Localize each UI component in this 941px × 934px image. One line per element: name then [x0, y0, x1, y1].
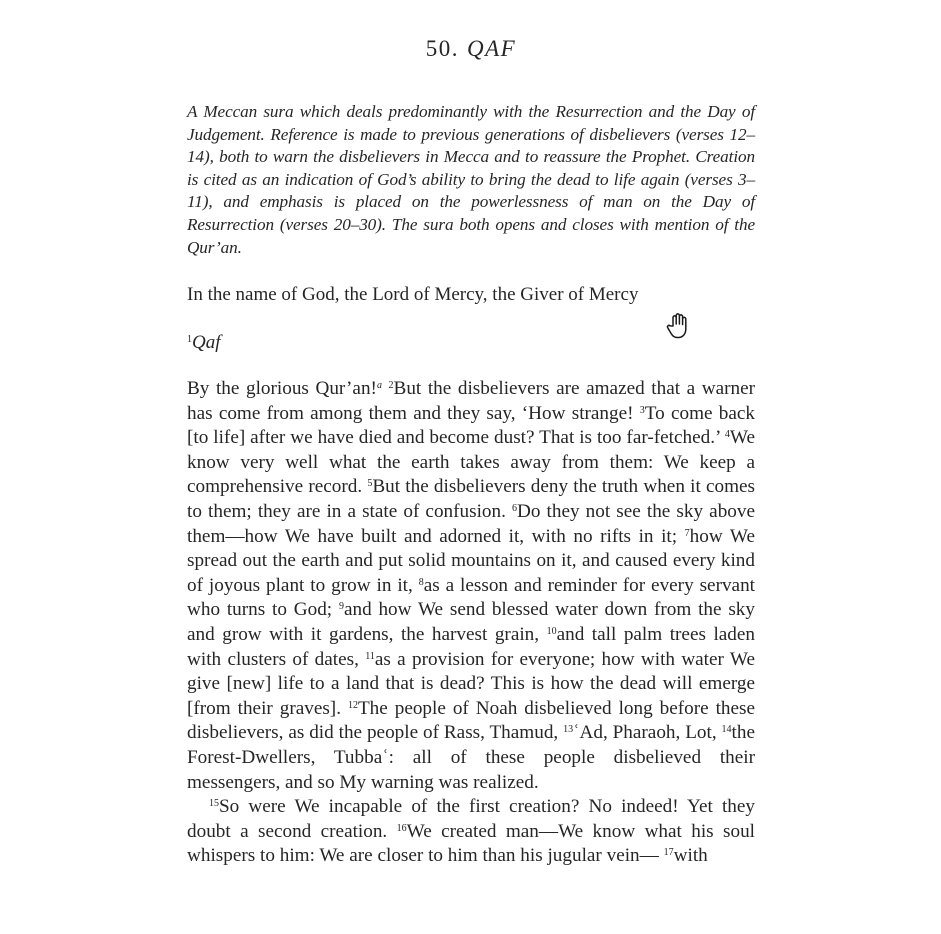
paragraph-2	[187, 795, 755, 869]
verse-text: We created man—We know what his soul whispers to him: We are closer to him than his jugular vein—	[187, 820, 756, 867]
paragraph-1	[187, 377, 755, 795]
verse-text: The people of Noah disbelieved long before these disbelievers, as did the people of Rass, Thamud,	[187, 697, 755, 744]
verse-1	[187, 330, 221, 356]
verse-text: To come back [to life] after we have died and become dust? That is too far-fetched.’	[187, 402, 756, 449]
verse-number: 2	[388, 380, 394, 391]
verse-text: We know very well what the earth takes away from them: We keep a comprehensive record.	[187, 427, 755, 498]
verse-text: as a provision for everyone; how with water We give [new] life to a land that is dead? This is how the dead will emerge [from their graves].	[187, 648, 755, 719]
verse-number: 8	[418, 576, 424, 588]
verses-body	[187, 377, 755, 869]
verse-text: as a lesson and reminder for every servant who turns to God;	[187, 574, 755, 621]
verse-number: 9	[338, 601, 344, 613]
verse-number: 16	[396, 822, 407, 834]
verse-text: how We spread out the earth and put solid mountains on it, and caused every kind of joyous plant to grow in it,	[187, 525, 755, 596]
footnote-marker[interactable]: a	[376, 380, 382, 391]
verse-number: 4	[724, 429, 730, 441]
chapter-introduction: A Meccan sura which deals predominantly with the Resurrection and the Day of Judgement. Reference is made to previous generations of disbelievers (verses 12–14), both to warn the disbelievers in Mecca and to reassure the Prophet. Creation is cited as an indication of God’s ability to bring the dead to life again (verses 3–11), and emphasis is placed on the powerlessness of man on the Day of Resurrection (verses 20–30). The sura both opens and closes with mention of the Qur’an.	[187, 102, 755, 257]
verse-text: ʿAd, Pharaoh, Lot,	[573, 722, 722, 744]
verse-number: 13	[563, 724, 574, 736]
verse-text: Qaf	[192, 332, 221, 353]
verse-number: 3	[639, 404, 645, 416]
verse-number: 12	[347, 699, 358, 711]
verse-number: 11	[365, 650, 375, 662]
verse-text: But the disbelievers are amazed that a warner has come from among them and they say, ‘How strange!	[187, 378, 756, 424]
verse-number: 5	[367, 478, 373, 490]
verse-number: 7	[684, 527, 690, 539]
verse-text: But the disbelievers deny the truth when it comes to them; they are in a state of confusion.	[187, 476, 755, 522]
invocation: In the name of God, the Lord of Mercy, the Giver of Mercy	[187, 284, 639, 305]
verse-text: and how We send blessed water down from the sky and grow with it gardens, the harvest grain,	[187, 599, 755, 645]
verse-text: So were We incapable of the first creation? No indeed! Yet they doubt a second creation.	[187, 796, 755, 842]
verse-number: 17	[663, 847, 674, 859]
verse-number: 6	[512, 502, 517, 514]
verse-text: the Forest-Dwellers, Tubbaʿ: all of these people disbelieved their messengers, and so My warning was realized.	[187, 722, 755, 793]
hand-cursor-icon	[665, 312, 691, 340]
chapter-heading	[187, 36, 755, 62]
verse-text: Do they not see the sky above them—how We have built and adorned it, with no rifts in it;	[187, 500, 755, 547]
verse-number: 10	[546, 625, 557, 637]
chapter-number: 50.	[425, 36, 460, 61]
chapter-title: QAF	[467, 36, 517, 61]
verse-number: 14	[721, 724, 732, 736]
verse-text: and tall palm trees laden with clusters of dates,	[187, 623, 755, 670]
verse-text: By the glorious Qur’an!	[187, 378, 377, 399]
verse-number: 15	[209, 798, 219, 810]
verse-number: 1	[187, 334, 192, 345]
verse-text: with	[673, 845, 708, 867]
